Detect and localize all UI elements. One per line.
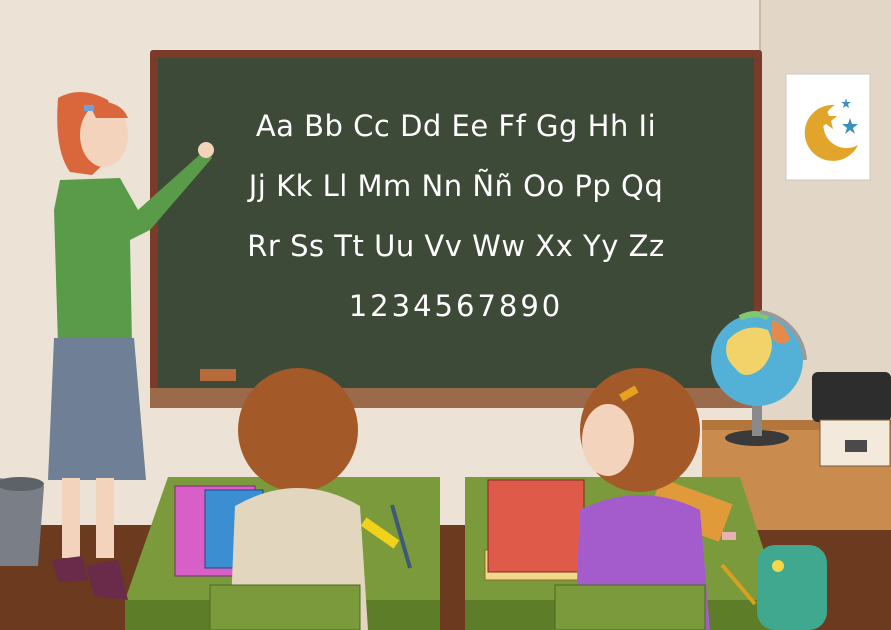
eraser-small xyxy=(722,532,736,540)
teacher-chair xyxy=(812,372,891,422)
eraser xyxy=(200,369,236,381)
chalkboard-line-1: Aa Bb Cc Dd Ee Ff Gg Hh Ii xyxy=(255,109,657,143)
moon-poster xyxy=(786,74,870,180)
trash-can xyxy=(0,478,44,566)
backpack xyxy=(757,545,827,630)
chalkboard-numbers: 1234567890 xyxy=(348,289,564,323)
red-book xyxy=(488,480,584,572)
chalkboard-line-3: Rr Ss Tt Uu Vv Ww Xx Yy Zz xyxy=(247,229,665,263)
chalkboard xyxy=(158,58,754,388)
chalkboard-line-2: Jj Kk Ll Mm Nn Ññ Oo Pp Qq xyxy=(248,169,664,203)
